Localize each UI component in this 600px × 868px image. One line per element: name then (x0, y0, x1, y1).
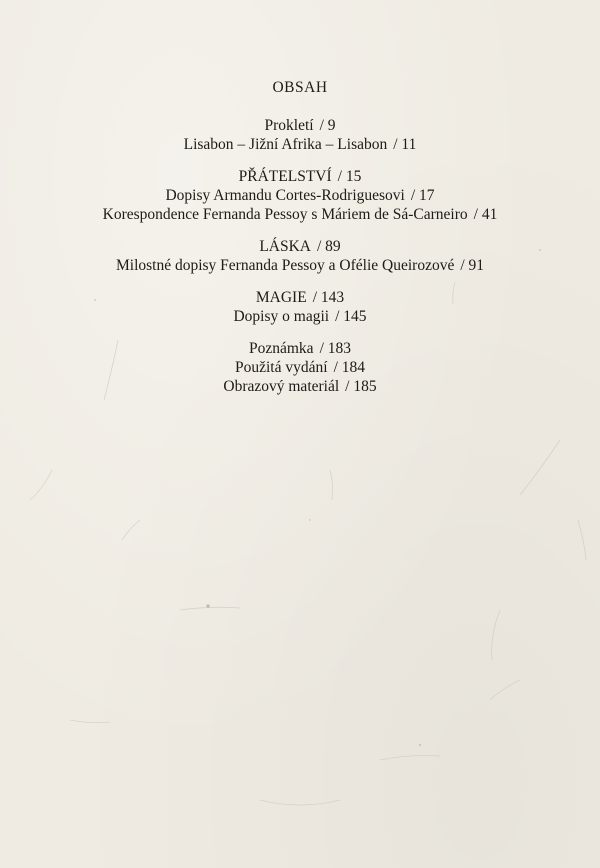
entry-page-number: / 41 (473, 206, 498, 223)
contents-entry (0, 237, 600, 256)
contents-entry (0, 205, 600, 224)
entry-title: Dopisy o magii (233, 308, 330, 325)
entry-title: Použitá vydání (235, 359, 328, 376)
table-of-contents (0, 78, 600, 409)
contents-sections (0, 116, 600, 396)
entry-title: Dopisy Armandu Cortes-Rodriguesovi (165, 187, 405, 204)
contents-entry (0, 339, 600, 358)
entry-title: LÁSKA (259, 238, 311, 255)
contents-entry (0, 135, 600, 154)
contents-entry (0, 186, 600, 205)
contents-section (0, 116, 600, 154)
entry-title: Poznámka (248, 340, 314, 357)
contents-heading: OBSAH (272, 79, 328, 96)
contents-entry (0, 307, 600, 326)
entry-page-number: / 9 (319, 117, 336, 134)
entry-page-number: / 17 (410, 187, 435, 204)
contents-entry (0, 288, 600, 307)
entry-title: Lisabon – Jižní Afrika – Lisabon (183, 136, 388, 153)
entry-page-number: / 145 (335, 308, 367, 325)
entry-title: Obrazový materiál (223, 378, 340, 395)
contents-entry (0, 167, 600, 186)
entry-title: Prokletí (264, 117, 314, 134)
entry-title: Milostné dopisy Fernanda Pessoy a Ofélie Queirozové (115, 257, 455, 274)
entry-title: MAGIE (255, 289, 307, 306)
entry-title: Korespondence Fernanda Pessoy s Máriem de Sá-Carneiro (102, 206, 468, 223)
entry-page-number: / 185 (345, 378, 377, 395)
entry-page-number: / 184 (333, 359, 365, 376)
entry-page-number: / 89 (316, 238, 341, 255)
entry-title: PŘÁTELSTVÍ (238, 168, 332, 185)
entry-page-number: / 91 (460, 257, 485, 274)
contents-entry (0, 256, 600, 275)
entry-page-number: / 183 (319, 340, 351, 357)
contents-section (0, 167, 600, 224)
entry-page-number: / 143 (312, 289, 345, 306)
contents-entry (0, 116, 600, 135)
contents-section (0, 339, 600, 396)
entry-page-number: / 11 (393, 136, 417, 153)
entry-page-number: / 15 (337, 168, 362, 185)
contents-section (0, 288, 600, 326)
contents-entry (0, 377, 600, 396)
contents-section (0, 237, 600, 275)
contents-entry (0, 358, 600, 377)
